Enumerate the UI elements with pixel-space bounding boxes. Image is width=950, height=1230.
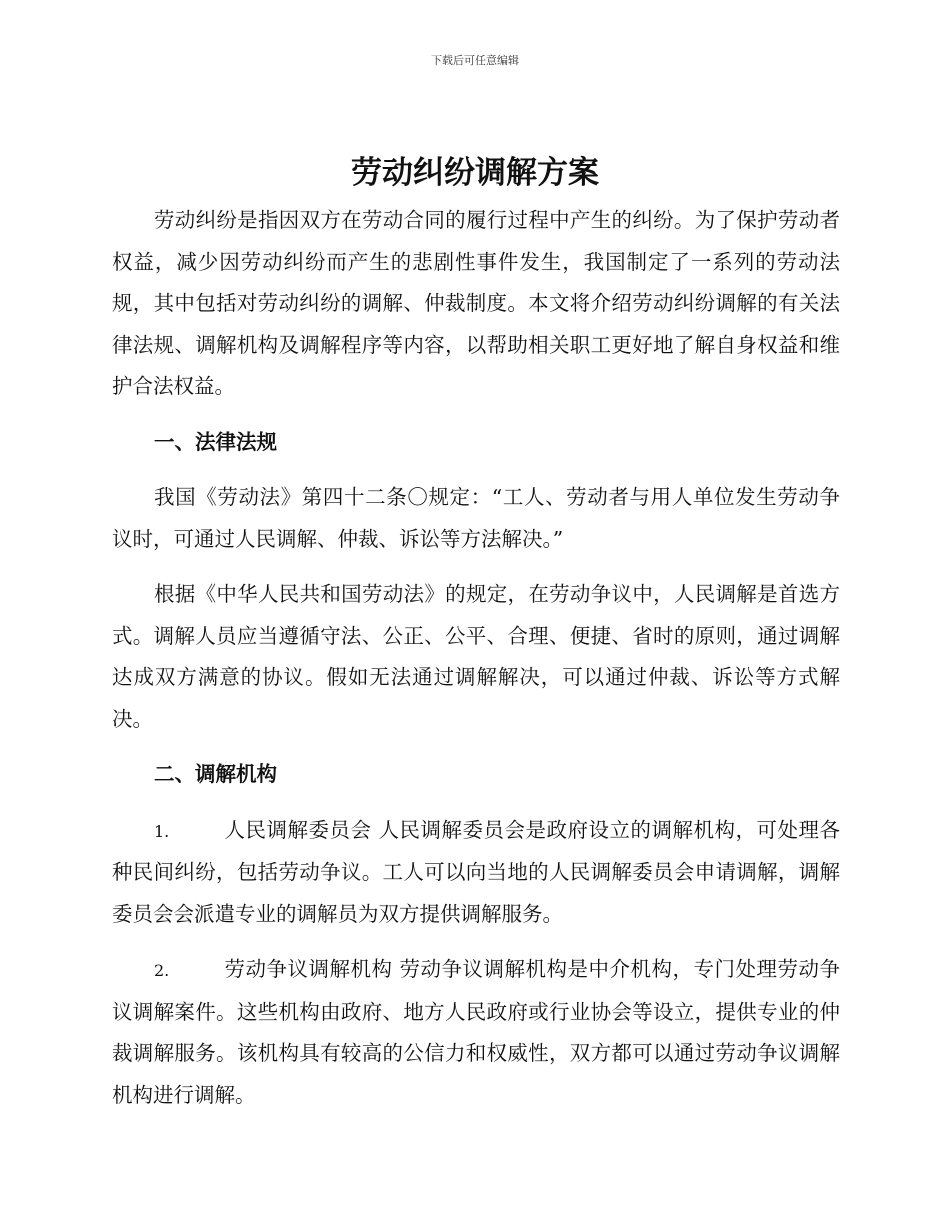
paragraph-labor-law-article: 我国《劳动法》第四十二条〇规定：“工人、劳动者与用人单位发生劳动争议时，可通过人民调解、仲裁、诉讼等方法解决。” [112,485,840,551]
list-item-text: 劳动争议调解机构 劳动争议调解机构是中介机构，专门处理劳动争议调解案件。这些机构由政府、地方人民政府或行业协会等设立，提供专业的仲裁调解服务。该机构具有较高的公信力和权威性，双方都可以通过劳动争议调解机构进行调解。 [112,957,840,1107]
section-heading-laws: 一、法律法规 [154,429,277,454]
paragraph-mediation-principle: 根据《中华人民共和国劳动法》的规定，在劳动争议中，人民调解是首选方式。调解人员应当遵循守法、公正、公平、合理、便捷、省时的原则，通过调解达成双方满意的协议。假如无法通过调解解决，可以通过仲裁、诉讼等方式解决。 [112,582,840,731]
list-item-number: 1. [154,821,170,841]
list-item-text: 人民调解委员会 人民调解委员会是政府设立的调解机构，可处理各种民间纠纷，包括劳动争议。工人可以向当地的人民调解委员会申请调解，调解委员会会派遣专业的调解员为双方提供调解服务。 [112,817,840,926]
document-title: 劳动纠纷调解方案 [351,155,599,191]
list-item [112,949,840,1116]
intro-paragraph: 劳动纠纷是指因双方在劳动合同的履行过程中产生的纠纷。为了保护劳动者权益，减少因劳动纠纷而产生的悲剧性事件发生，我国制定了一系列的劳动法规，其中包括对劳动纠纷的调解、仲裁制度。本文将介绍劳动纠纷调解的有关法律法规、调解机构及调解程序等内容，以帮助相关职工更好地了解自身权益和维护合法权益。 [112,208,840,398]
document-body [112,200,840,1116]
list-item-number: 2. [154,961,170,980]
list-item [112,810,840,936]
page-header-note: 下载后可任意编辑 [431,54,519,67]
section-heading-institutions: 二、调解机构 [154,762,277,786]
